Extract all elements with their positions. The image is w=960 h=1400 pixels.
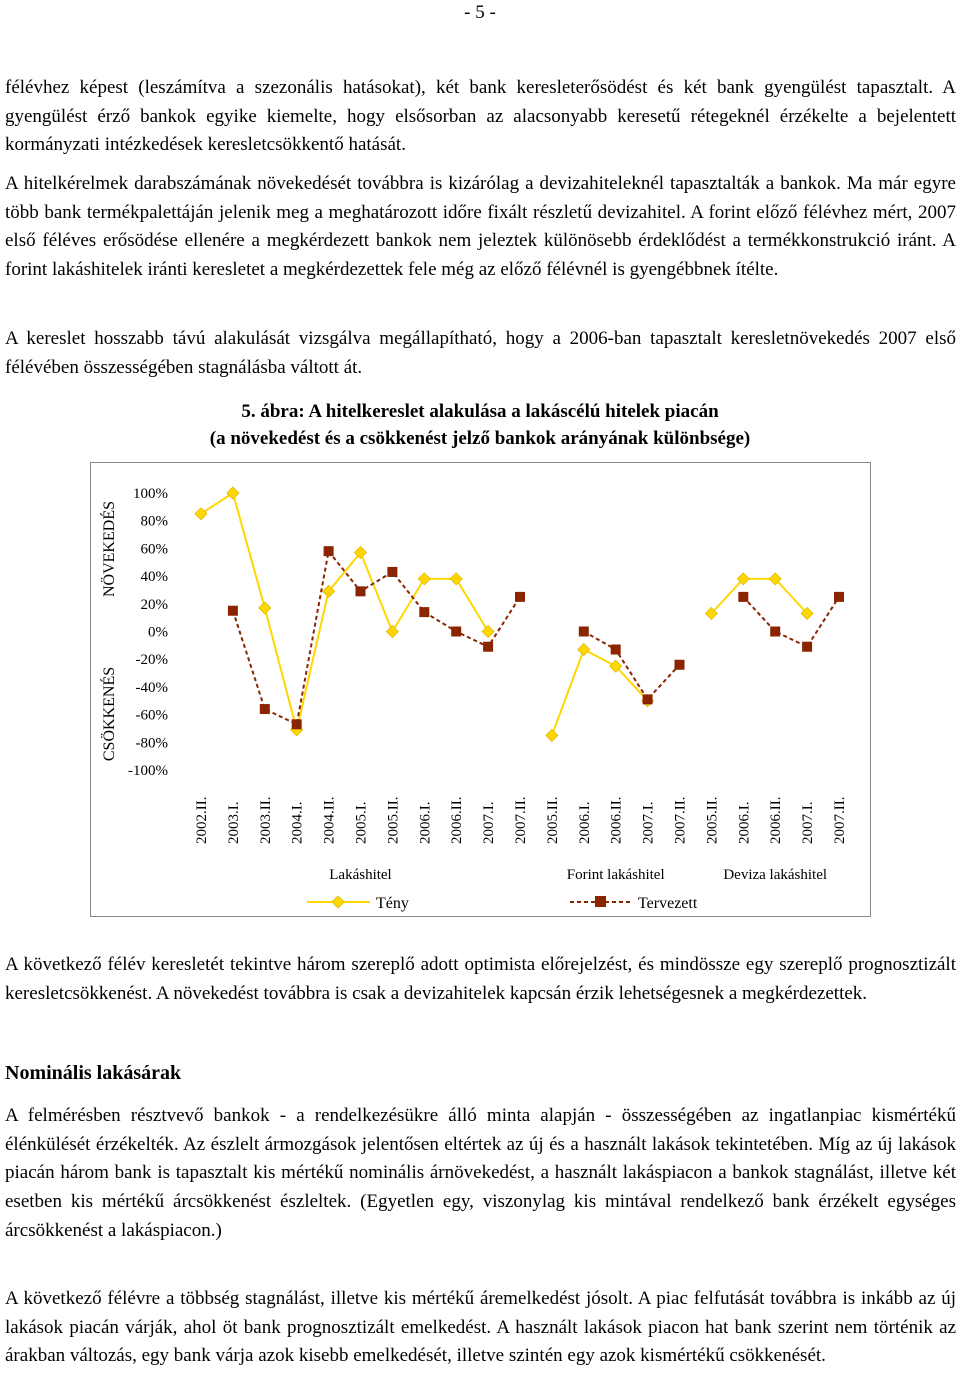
point-tervezett bbox=[802, 642, 812, 652]
figure-title-line1: 5. ábra: A hitelkereslet alakulása a lakáscélú hitelek piacán bbox=[241, 401, 719, 422]
legend-label-tervezett: Tervezett bbox=[638, 895, 698, 912]
point-tervezett bbox=[387, 567, 397, 577]
x-tick-label: 2004.I. bbox=[289, 801, 306, 844]
x-tick-label: 2006.I. bbox=[576, 801, 593, 844]
x-tick-label: 2003.I. bbox=[225, 801, 242, 844]
paragraph-long-term: A kereslet hosszabb távú alakulását vizsgálva megállapítható, hogy a 2006-ban tapasztalt keresletnövekedés 2007 első félévében összességében stagnálásba váltott át. bbox=[5, 328, 956, 378]
point-tervezett bbox=[675, 660, 685, 670]
y-tick-label: -20% bbox=[135, 652, 168, 669]
x-tick-label: 2002.II. bbox=[194, 796, 210, 844]
y-label-growth: NÖVEKEDÉS bbox=[101, 501, 118, 597]
x-tick-label: 2007.II. bbox=[672, 796, 689, 844]
point-tervezett bbox=[260, 704, 270, 714]
x-tick-label: 2007.II. bbox=[832, 796, 848, 844]
x-tick-label: 2003.II. bbox=[257, 796, 274, 844]
figure-title-line2: (a növekedést és a csökkenést jelző bankok arányának különbsége) bbox=[209, 428, 751, 449]
x-tick-label: 2006.II. bbox=[608, 796, 625, 844]
legend-label-teny: Tény bbox=[376, 895, 409, 912]
point-tervezett bbox=[451, 627, 461, 637]
x-tick-label: 2007.I. bbox=[481, 801, 498, 844]
x-tick-label: 2005.II. bbox=[544, 796, 561, 844]
chart-frame bbox=[91, 463, 871, 917]
group-label: Deviza lakáshitel bbox=[723, 867, 828, 883]
point-tervezett bbox=[483, 642, 493, 652]
paragraph-credit-applications: A hitelkérelmek darabszámának növekedését továbbra is kizárólag a devizahiteleknél tapasztalták a bankok. Ma már egyre több bank termékpalettáján jelenik meg a meghatározott időre fixált részletű devizahitel. A forint előző félévhez mért, 2007 első féléves erősödése ellenére a megkérdezett bankok nem jeleztek különösebb érdeklődést a termékkonstrukció iránt. A forint lakáshitelek iránti keresletet a megkérdezettek fele még az előző félévnél is gyengébbnek ítélte. bbox=[5, 173, 956, 281]
paragraph-prices: A felmérésben résztvevő bankok - a rendelkezésükre álló minta alapján - összességében az ingatlanpiac kismértékű élénkülését érzékelték. Az észlelt ármozgások jelentősen eltértek az új és a használt lakások tekintetében. Míg az új lakások piacán három bank is tapasztalt kis mértékű nominális árnövekedést, a használt lakáspiacon a bankok stagnálást, illetve két esetben kis mértékű árcsökkenést észleltek. (Egyetlen egy, viszonylag kis mintával rendelkező bank érzékelt egységes árcsökkenést a lakáspiacon.) bbox=[5, 1105, 956, 1241]
point-tervezett bbox=[515, 592, 525, 602]
point-tervezett bbox=[324, 546, 334, 556]
point-tervezett bbox=[643, 694, 653, 704]
x-tick-label: 2006.II. bbox=[768, 796, 785, 844]
y-tick-label: 100% bbox=[133, 486, 168, 502]
point-tervezett bbox=[419, 607, 429, 617]
group-label: Lakáshitel bbox=[329, 867, 392, 883]
x-tick-label: 2004.II. bbox=[321, 796, 338, 844]
point-tervezett bbox=[579, 627, 589, 637]
x-tick-label: 2006.I. bbox=[736, 801, 753, 844]
y-tick-label: 80% bbox=[140, 513, 168, 530]
point-tervezett bbox=[292, 719, 302, 729]
y-tick-label: -40% bbox=[135, 679, 168, 696]
x-tick-label: 2005.II. bbox=[704, 796, 721, 844]
legend-marker-tervezett bbox=[595, 896, 606, 907]
point-tervezett bbox=[228, 606, 238, 616]
point-tervezett bbox=[738, 592, 748, 602]
y-tick-label: -60% bbox=[135, 707, 168, 724]
point-tervezett bbox=[611, 645, 621, 655]
x-tick-label: 2005.II. bbox=[385, 796, 402, 844]
point-tervezett bbox=[834, 592, 844, 602]
y-tick-label: 20% bbox=[140, 596, 168, 613]
y-label-decline: CSÖKKENÉS bbox=[101, 666, 118, 762]
x-tick-label: 2007.I. bbox=[800, 801, 817, 844]
paragraph-next-half: A következő félév keresletét tekintve három szereplő adott optimista előrejelzést, és mindössze egy szereplő prognosztizált keresletcsökkenést. A növekedést továbbra is csak a devizahitelek kapcsán érzik lehetségesnek a megkérdezettek. bbox=[5, 954, 956, 1004]
y-tick-label: -80% bbox=[135, 735, 168, 752]
y-tick-label: 60% bbox=[140, 541, 168, 558]
y-tick-label: -100% bbox=[128, 763, 168, 779]
point-tervezett bbox=[356, 586, 366, 596]
x-tick-label: 2006.II. bbox=[449, 796, 466, 844]
group-label: Forint lakáshitel bbox=[566, 867, 665, 883]
demand-line-chart bbox=[90, 462, 872, 918]
x-tick-label: 2007.II. bbox=[513, 796, 529, 844]
paragraph-intro: félévhez képest (leszámítva a szezonális hatásokat), két bank keresleterősödést és két bank gyengülést tapasztalt. A gyengülést érző bankok egyike kiemelte, hogy elsősorban az alacsonyabb keresetű rétegeknél érzékelte a bejelentett kormányzati intézkedések keresletcsökkentő hatását. bbox=[5, 77, 956, 156]
x-tick-label: 2007.I. bbox=[640, 801, 657, 844]
point-tervezett bbox=[770, 627, 780, 637]
section-heading: Nominális lakásárak bbox=[5, 1062, 182, 1084]
x-tick-label: 2006.I. bbox=[417, 801, 434, 844]
x-tick-label: 2005.I. bbox=[353, 801, 370, 844]
y-tick-label: 40% bbox=[140, 569, 168, 586]
paragraph-price-forecast: A következő félévre a többség stagnálást, illetve kis mértékű áremelkedést jósolt. A piac felfutását továbbra is inkább az új lakások piacán várják, ahol öt bank prognosztizált emelkedést. A használt lakások piacon hat bank szerint nem történik az árakban változás, egy bank várja azok kisebb emelkedését, illetve szintén egy azok kismértékű csökkenését. bbox=[5, 1288, 956, 1367]
y-tick-label: 0% bbox=[148, 624, 168, 641]
page-number: - 5 - bbox=[464, 2, 496, 23]
